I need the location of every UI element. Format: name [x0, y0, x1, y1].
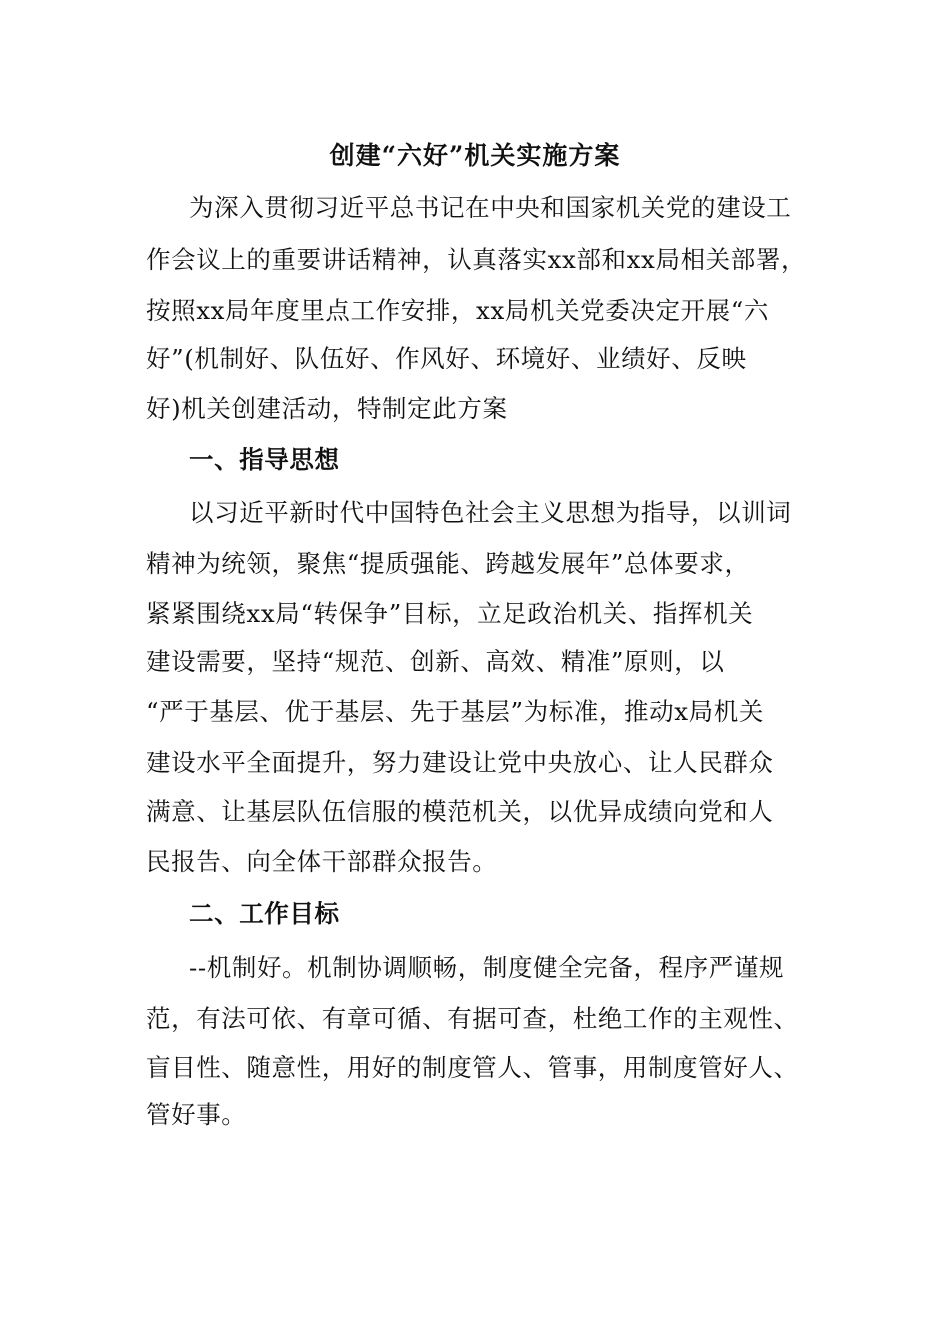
intro-line-2: 作会议上的重要讲话精神，认真落实xx部和xx局相关部署，	[146, 245, 807, 274]
section2-heading: 二、工作目标	[189, 899, 340, 928]
section2-line-1: --机制好。机制协调顺畅，制度健全完备，程序严谨规	[189, 953, 785, 982]
intro-line-1: 为深入贯彻习近平总书记在中央和国家机关党的建设工	[189, 193, 792, 222]
intro-line-4: 好”(机制好、队伍好、作风好、环境好、业绩好、反映	[146, 344, 747, 373]
section2-line-2: 范，有法可依、有章可循、有据可查，杜绝工作的主观性、	[146, 1004, 799, 1033]
section1-line-6: 建设水平全面提升，努力建设让党中央放心、让人民群众	[146, 748, 774, 777]
section1-line-1: 以习近平新时代中国特色社会主义思想为指导，以训词	[189, 498, 792, 527]
intro-line-3: 按照xx局年度里点工作安排，xx局机关党委决定开展“六	[146, 296, 769, 325]
section1-line-2: 精神为统领，聚焦“提质强能、跨越发展年”总体要求，	[146, 549, 750, 578]
document-title: 创建“六好”机关实施方案	[329, 141, 621, 170]
section1-line-8: 民报告、向全体干部群众报告。	[146, 847, 498, 876]
section1-heading: 一、指导思想	[189, 445, 340, 474]
section1-line-3: 紧紧围绕xx局“转保争”目标，立足政治机关、指挥机关	[146, 599, 754, 628]
section2-line-3: 盲目性、随意性，用好的制度管人、管事，用制度管好人、	[146, 1053, 799, 1082]
section1-line-5: “严于基层、优于基层、先于基层”为标准，推动x局机关	[146, 697, 764, 726]
section2-line-4: 管好事。	[146, 1100, 247, 1129]
section1-line-4: 建设需要，坚持“规范、创新、高效、精准”原则，以	[146, 647, 725, 676]
section1-line-7: 满意、让基层队伍信服的模范机关，以优异成绩向党和人	[146, 797, 774, 826]
intro-line-5: 好)机关创建活动，特制定此方案	[146, 394, 508, 423]
